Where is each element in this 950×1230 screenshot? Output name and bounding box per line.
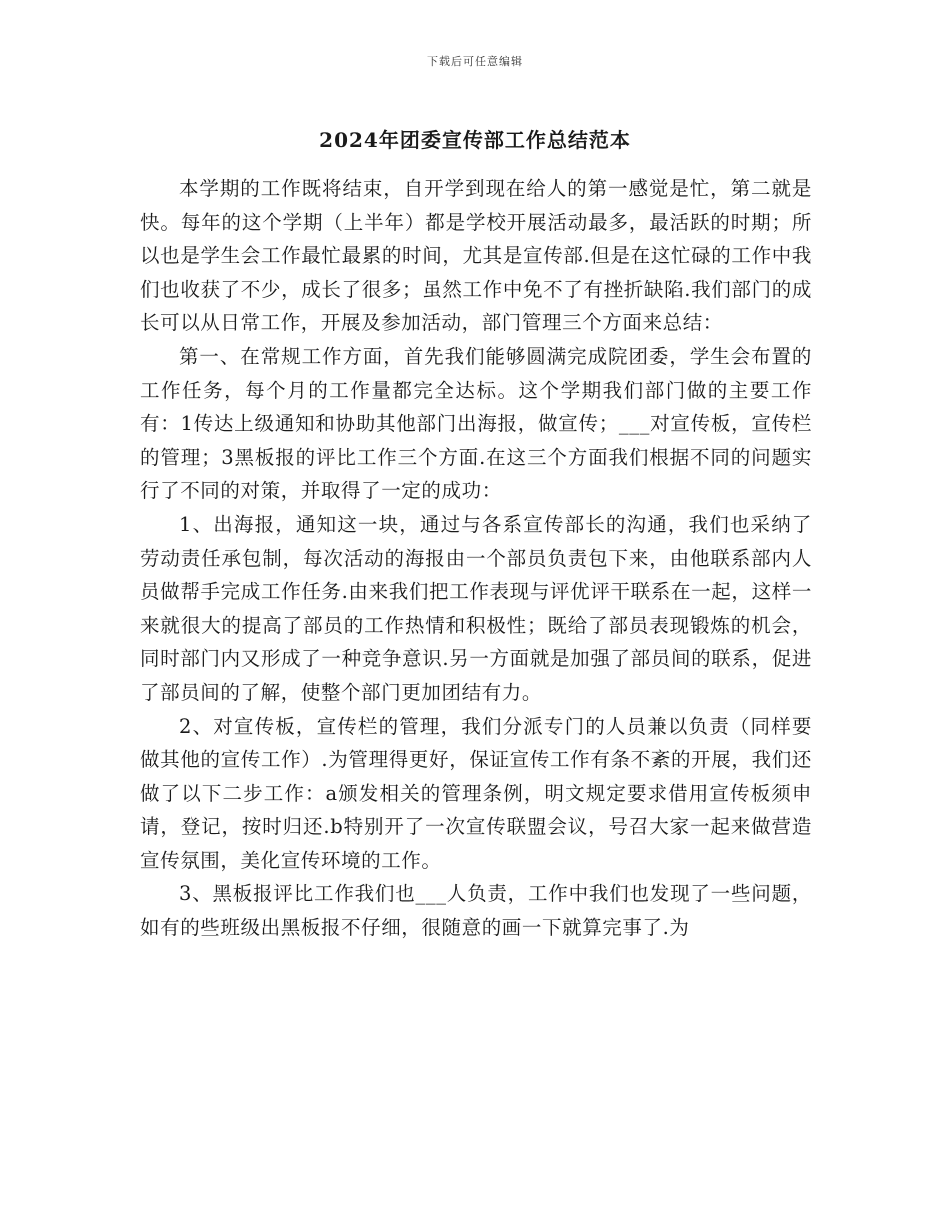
paragraph-blackboard: 3、黑板报评比工作我们也___人负责，工作中我们也发现了一些问题，如有的些班级出黑板报不仔细，很随意的画一下就算完事了.为 bbox=[140, 882, 812, 940]
page-header-note: 下载后可任意编辑 bbox=[427, 55, 523, 68]
paragraph-intro: 本学期的工作既将结束，自开学到现在给人的第一感觉是忙，第二就是快。每年的这个学期（上半年）都是学校开展活动最多，最活跃的时期；所以也是学生会工作最忙最累的时间，尤其是宣传部.但是在这忙碌的工作中我们也收获了不少，成长了很多；虽然工作中免不了有挫折缺陷.我们部门的成长可以从日常工作，开展及参加活动，部门管理三个方面来总结： bbox=[140, 177, 812, 335]
paragraph-routine-work: 第一、在常规工作方面，首先我们能够圆满完成院团委，学生会布置的工作任务，每个月的工作量都完全达标。这个学期我们部门做的主要工作有：1传达上级通知和协助其他部门出海报，做宣传；___对宣传板，宣传栏的管理；3黑板报的评比工作三个方面.在这三个方面我们根据不同的问题实行了不同的对策，并取得了一定的成功： bbox=[140, 344, 812, 503]
document-body bbox=[140, 172, 812, 945]
document-title: 2024年团委宣传部工作总结范本 bbox=[319, 128, 631, 152]
paragraph-boards: 2、对宣传板，宣传栏的管理，我们分派专门的人员兼以负责（同样要做其他的宣传工作）.为管理得更好，保证宣传工作有条不紊的开展，我们还做了以下二步工作：a颁发相关的管理条例，明文规定要求借用宣传板须申请，登记，按时归还.b特别开了一次宣传联盟会议，号召大家一起来做营造宣传氛围，美化宣传环境的工作。 bbox=[140, 714, 812, 872]
paragraph-posters: 1、出海报，通知这一块，通过与各系宣传部长的沟通，我们也采纳了劳动责任承包制，每次活动的海报由一个部员负责包下来，由他联系部内人员做帮手完成工作任务.由来我们把工作表现与评优评干联系在一起，这样一来就很大的提高了部员的工作热情和积极性；既给了部员表现锻炼的机会，同时部门内又形成了一种竞争意识.另一方面就是加强了部员间的联系，促进了部员间的了解，使整个部门更加团结有力。 bbox=[140, 512, 812, 704]
